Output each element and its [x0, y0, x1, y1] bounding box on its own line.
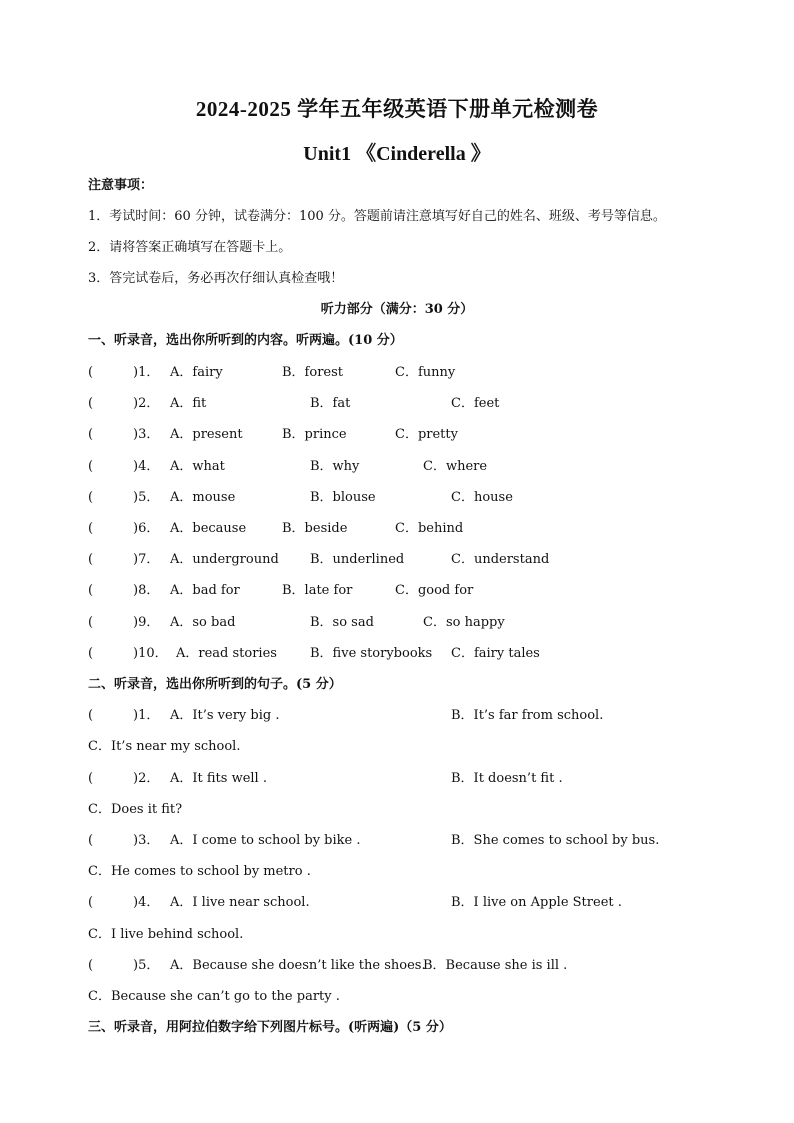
- answer-blank[interactable]: (: [88, 427, 94, 442]
- answer-blank[interactable]: (: [88, 396, 94, 411]
- answer-blank[interactable]: (: [88, 583, 94, 598]
- option-a: A．fairy: [170, 365, 223, 380]
- answer-blank[interactable]: (: [88, 771, 94, 786]
- option-b: B．It doesn’t fit .: [451, 771, 563, 786]
- option-c: C．Does it fit?: [88, 802, 183, 817]
- option-a: A．because: [170, 521, 247, 536]
- question-number: )10．: [133, 646, 168, 661]
- option-a: A．what: [170, 459, 225, 474]
- option-b: B．why: [310, 459, 360, 474]
- question-number: )4．: [133, 895, 160, 910]
- option-c: C．house: [451, 490, 513, 505]
- option-b: B．She comes to school by bus.: [451, 833, 660, 848]
- note-item: 3．答完试卷后，务必再次仔细认真检查哦！: [88, 271, 344, 286]
- question-number: )6．: [133, 521, 160, 536]
- option-b: B．blouse: [310, 490, 376, 505]
- answer-blank[interactable]: (: [88, 708, 94, 723]
- option-c: C．He comes to school by metro .: [88, 864, 311, 879]
- option-c: C．behind: [395, 521, 464, 536]
- exam-title: 2024-2025 学年五年级英语下册单元检测卷: [195, 97, 599, 121]
- option-c: C．pretty: [395, 427, 458, 442]
- note-item: 2．请将答案正确填写在答题卡上。: [88, 240, 292, 255]
- question-number: )8．: [133, 583, 160, 598]
- option-c: C．funny: [395, 365, 456, 380]
- answer-blank[interactable]: (: [88, 646, 94, 661]
- listening-section-header: 听力部分（满分：30 分）: [320, 302, 474, 317]
- option-c: C．Because she can’t go to the party .: [88, 989, 340, 1004]
- option-b: B．I live on Apple Street .: [451, 895, 622, 910]
- option-a: A．It’s very big .: [170, 708, 280, 723]
- option-a: A．present: [170, 427, 243, 442]
- question-number: )1．: [133, 708, 160, 723]
- section3-heading: 三、听录音，用阿拉伯数字给下列图片标号。(听两遍)（5 分）: [88, 1020, 452, 1035]
- question-number: )3．: [133, 427, 160, 442]
- option-a: A．Because she doesn’t like the shoes.: [170, 958, 426, 973]
- section2-heading: 二、听录音，选出你所听到的句子。(5 分）: [88, 677, 342, 692]
- option-c: C．feet: [451, 396, 500, 411]
- option-a: A．read stories: [176, 646, 277, 661]
- question-number: )4．: [133, 459, 160, 474]
- option-a: A．so bad: [170, 615, 236, 630]
- exam-subtitle: Unit1 《Cinderella 》: [303, 143, 491, 165]
- notes-heading: 注意事项：: [88, 178, 154, 193]
- option-b: B．forest: [282, 365, 343, 380]
- option-a: A．It fits well .: [170, 771, 267, 786]
- question-number: )5．: [133, 490, 160, 505]
- option-b: B．beside: [282, 521, 348, 536]
- answer-blank[interactable]: (: [88, 615, 94, 630]
- question-number: )3．: [133, 833, 160, 848]
- option-c: C．fairy tales: [451, 646, 540, 661]
- answer-blank[interactable]: (: [88, 958, 94, 973]
- option-b: B．It’s far from school.: [451, 708, 604, 723]
- question-number: )2．: [133, 771, 160, 786]
- option-b: B．five storybooks: [310, 646, 433, 661]
- option-a: A．bad for: [170, 583, 240, 598]
- answer-blank[interactable]: (: [88, 552, 94, 567]
- answer-blank[interactable]: (: [88, 521, 94, 536]
- answer-blank[interactable]: (: [88, 459, 94, 474]
- note-item: 1．考试时间：60 分钟，试卷满分：100 分。答题前请注意填写好自己的姓名、班级、考号等信息。: [88, 209, 666, 224]
- question-number: )9．: [133, 615, 160, 630]
- answer-blank[interactable]: (: [88, 490, 94, 505]
- option-b: B．underlined: [310, 552, 405, 567]
- option-c: C．understand: [451, 552, 550, 567]
- answer-blank[interactable]: (: [88, 895, 94, 910]
- question-number: )1．: [133, 365, 160, 380]
- option-a: A．underground: [170, 552, 279, 567]
- answer-blank[interactable]: (: [88, 833, 94, 848]
- option-a: A．fit: [170, 396, 207, 411]
- option-a: A．mouse: [170, 490, 236, 505]
- option-c: C．It’s near my school.: [88, 739, 241, 754]
- answer-blank[interactable]: (: [88, 365, 94, 380]
- option-a: A．I live near school.: [170, 895, 310, 910]
- question-number: )2．: [133, 396, 160, 411]
- option-b: B．fat: [310, 396, 351, 411]
- option-b: B．Because she is ill .: [423, 958, 568, 973]
- option-a: A．I come to school by bike .: [170, 833, 361, 848]
- option-c: C．good for: [395, 583, 474, 598]
- option-b: B．prince: [282, 427, 347, 442]
- question-number: )5．: [133, 958, 160, 973]
- option-c: C．where: [423, 459, 488, 474]
- option-b: B．late for: [282, 583, 353, 598]
- question-number: )7．: [133, 552, 160, 567]
- option-b: B．so sad: [310, 615, 374, 630]
- option-c: C．I live behind school.: [88, 927, 244, 942]
- option-c: C．so happy: [423, 615, 505, 630]
- section1-heading: 一、听录音，选出你所听到的内容。听两遍。(10 分）: [88, 333, 403, 348]
